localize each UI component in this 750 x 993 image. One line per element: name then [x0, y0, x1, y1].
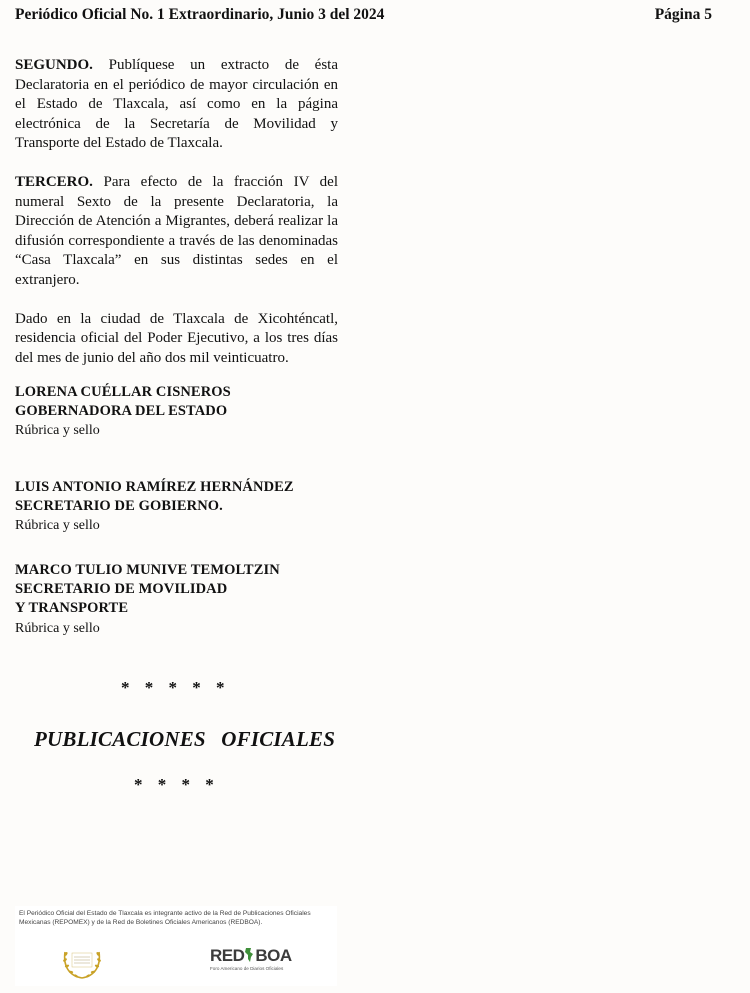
signature-block-secretary-government — [15, 478, 345, 536]
redboa-wordmark-boa: BOA — [255, 946, 292, 965]
signatory-role: Y TRANSPORTE — [15, 600, 129, 617]
paragraph-body: Dado en la ciudad de Tlaxcala de Xicohténcatl, residencia oficial del Poder Ejecutivo, a los tres días del mes de junio del año dos mil veinticuatro. — [15, 310, 338, 366]
body-text-column — [15, 56, 338, 387]
redboa-subtitle: Foro Americano de Diarios Oficiales — [210, 966, 284, 971]
signature-block-secretary-mobility — [15, 561, 345, 638]
signatory-role: SECRETARIO DE GOBIERNO. — [15, 498, 223, 515]
paragraph-tercero — [15, 173, 338, 291]
paragraph-lead: TERCERO. — [15, 173, 93, 190]
repomex-seal-logo — [57, 942, 107, 982]
footer-text: El Periódico Oficial del Estado de Tlaxcala es integrante activo de la Red de Publicaciones Oficiales Mexicanas (REPOMEX) y de la Red de Boletines Oficiales Americanos (REDBOA). — [19, 910, 311, 926]
signature-note: Rúbrica y sello — [15, 423, 100, 439]
header-page-number: Página 5 — [654, 6, 712, 23]
signature-note: Rúbrica y sello — [15, 518, 100, 534]
paragraph-body: Publíquese un extracto de ésta Declaratoria en el periódico de mayor circulación en el Estado de Tlaxcala, así como en la página electrónica de la Secretaría de Movilidad y Transporte del Estado de Tlaxcala. — [15, 57, 338, 152]
page-header — [15, 6, 712, 28]
americas-map-icon — [244, 947, 255, 963]
redboa-wordmark-red: RED — [210, 946, 245, 965]
paragraph-lead: SEGUNDO. — [15, 57, 93, 73]
laurel-wreath-icon — [57, 942, 107, 982]
signatory-name: MARCO TULIO MUNIVE TEMOLTZIN — [15, 562, 280, 578]
redboa-logo — [210, 946, 300, 978]
paragraph-body: Para efecto de la fracción IV del numeral Sexto de la presente Declaratoria, la Dirección de Atención a Migrantes, deberá realizar la difusión correspondiente a través de las denominadas “Casa Tlaxcala” en sus distintas sedes en el extranjero. — [15, 173, 338, 288]
signatory-role: GOBERNADORA DEL ESTADO — [15, 403, 228, 420]
footer-membership — [15, 906, 337, 986]
signatory-name: LORENA CUÉLLAR CISNEROS — [15, 384, 231, 400]
paragraph-dado-en — [15, 310, 338, 369]
header-publication-title: Periódico Oficial No. 1 Extraordinario, Junio 3 del 2024 — [15, 6, 385, 23]
signatory-role: SECRETARIO DE MOVILIDAD — [15, 581, 228, 598]
separator-stars-bottom: * * * * — [134, 775, 214, 794]
paragraph-segundo — [15, 56, 338, 154]
publications-title: PUBLICACIONES OFICIALES — [34, 727, 336, 751]
signature-block-governor — [15, 383, 345, 441]
signatory-name: LUIS ANTONIO RAMÍREZ HERNÁNDEZ — [15, 479, 294, 495]
signature-note: Rúbrica y sello — [15, 620, 100, 636]
separator-stars-top: * * * * * — [121, 678, 225, 697]
redboa-wordmark — [210, 946, 292, 966]
